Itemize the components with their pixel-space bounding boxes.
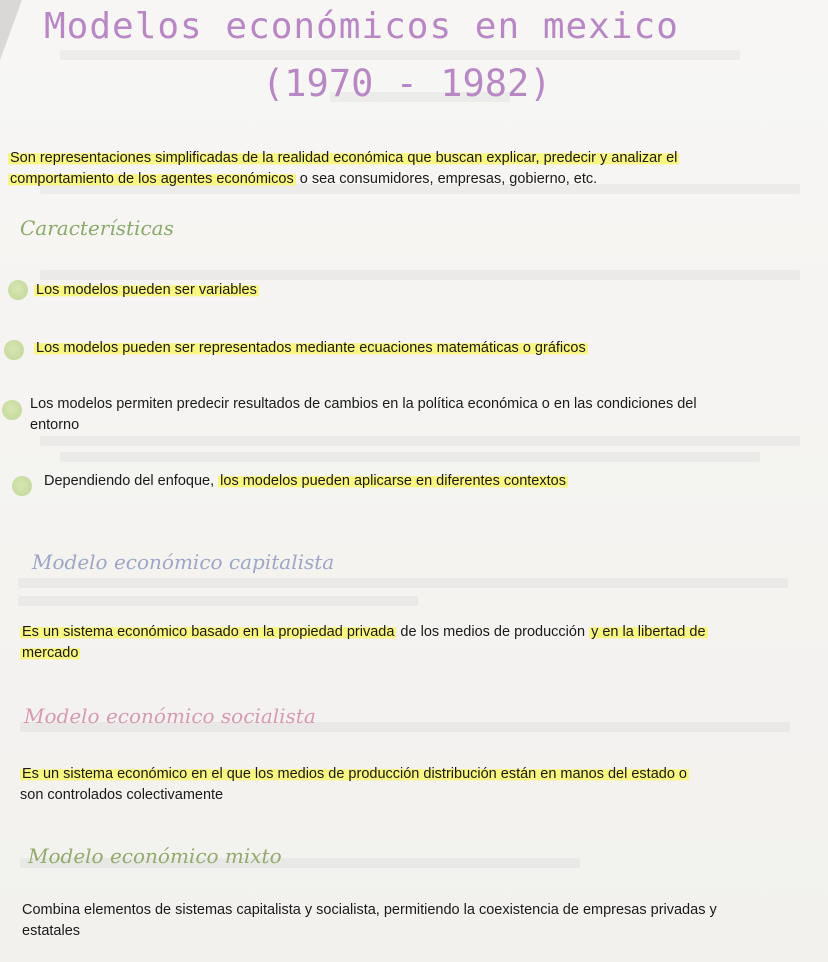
page-subtitle-years: (1970 - 1982) bbox=[262, 62, 552, 105]
bleed-through-line bbox=[18, 578, 788, 588]
bullet-item-4 bbox=[44, 471, 568, 492]
bullet-dot-icon bbox=[12, 476, 32, 496]
bleed-through-line bbox=[18, 596, 418, 606]
capitalista-paragraph bbox=[20, 622, 810, 664]
page-corner-shadow bbox=[0, 0, 22, 60]
intro-highlight-1: Son representaciones simplificadas de la realidad económica que buscan explicar, predecir y analizar el bbox=[10, 150, 678, 166]
capitalista-mid: de los medios de producción bbox=[396, 624, 590, 640]
bleed-through-line bbox=[40, 270, 800, 280]
mixto-line1: Combina elementos de sistemas capitalista y socialista, permitiendo la coexistencia de empresas privadas y bbox=[22, 902, 717, 918]
intro-rest: o sea consumidores, empresas, gobierno, etc. bbox=[295, 171, 598, 187]
capitalista-highlight-3: mercado bbox=[22, 645, 79, 661]
bullet-item-4-prefix: Dependiendo del enfoque, bbox=[44, 473, 219, 489]
bullet-item-3-line2: entorno bbox=[30, 417, 80, 433]
intro-paragraph bbox=[8, 148, 808, 190]
bullet-item-1-highlight: Los modelos pueden ser variables bbox=[36, 282, 257, 298]
bullet-item-3 bbox=[30, 394, 810, 436]
mixto-paragraph bbox=[22, 900, 822, 942]
bullet-item-4-highlight: los modelos pueden aplicarse en diferentes contextos bbox=[220, 473, 566, 489]
bullet-item-2-highlight: Los modelos pueden ser representados mediante ecuaciones matemáticas o gráficos bbox=[36, 340, 586, 356]
capitalista-highlight-2: y en la libertad de bbox=[591, 624, 706, 640]
bullet-item-1 bbox=[34, 280, 259, 301]
heading-capitalista: Modelo económico capitalista bbox=[32, 550, 335, 574]
mixto-line2: estatales bbox=[22, 923, 81, 939]
socialista-line2: son controlados colectivamente bbox=[20, 787, 224, 803]
heading-mixto: Modelo económico mixto bbox=[28, 844, 282, 868]
bleed-through-line bbox=[40, 436, 800, 446]
socialista-highlight: Es un sistema económico en el que los medios de producción distribución están en manos del estado o bbox=[22, 766, 687, 782]
intro-highlight-2: comportamiento de los agentes económicos bbox=[10, 171, 294, 187]
socialista-paragraph bbox=[20, 764, 810, 806]
heading-caracteristicas: Características bbox=[20, 216, 174, 240]
bullet-dot-icon bbox=[8, 280, 28, 300]
capitalista-highlight-1: Es un sistema económico basado en la propiedad privada bbox=[22, 624, 395, 640]
bullet-dot-icon bbox=[4, 340, 24, 360]
heading-socialista: Modelo económico socialista bbox=[24, 704, 316, 728]
bleed-through-line bbox=[60, 452, 760, 462]
page-title: Modelos económicos en mexico bbox=[44, 6, 679, 47]
bullet-item-3-line1: Los modelos permiten predecir resultados de cambios en la política económica o en las condiciones del bbox=[30, 396, 697, 412]
bleed-through-line bbox=[60, 50, 740, 60]
bullet-item-2 bbox=[34, 338, 588, 359]
bullet-dot-icon bbox=[2, 400, 22, 420]
